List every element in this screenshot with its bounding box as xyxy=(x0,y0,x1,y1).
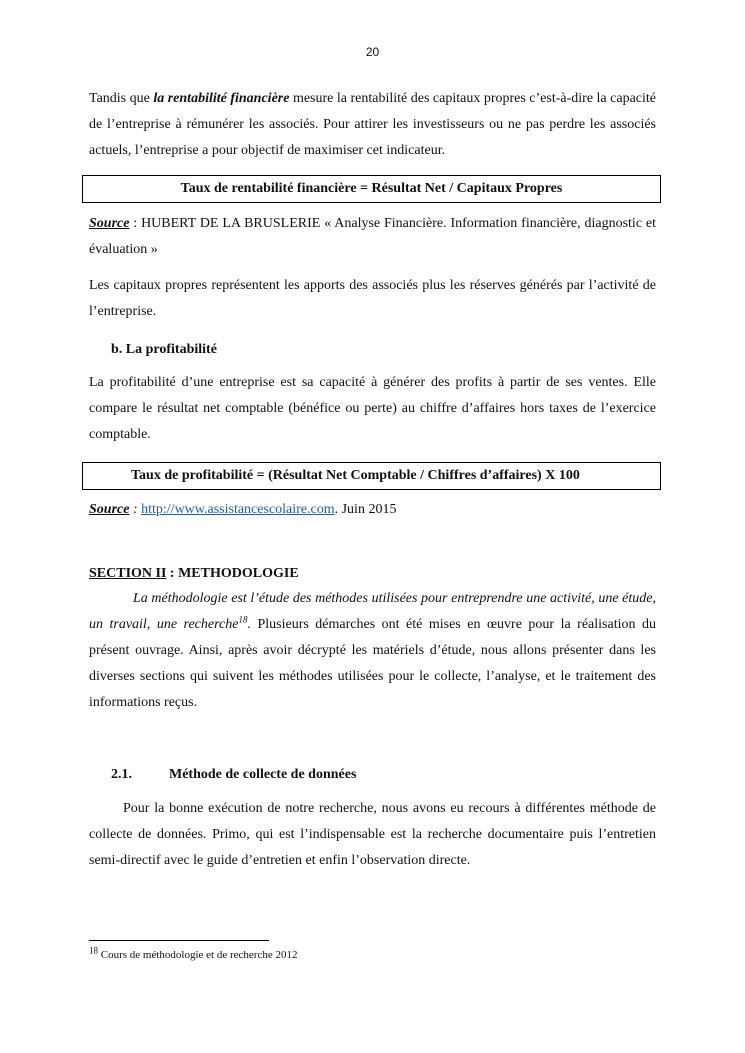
footnote-reference[interactable]: 18 xyxy=(238,614,248,625)
source-text: HUBERT DE LA BRUSLERIE « Analyse Financière. Information financière, diagnostic et évaluation » xyxy=(89,216,656,257)
paragraph-profitabilite: La profitabilité d’une entreprise est sa capacité à générer des profits à partir de ses ventes. Elle compare le résultat net comptable (bénéfice ou perte) au chiffre d’affaires hors taxes de l’exercice comptable. xyxy=(89,375,656,442)
paragraph-intro: Tandis que xyxy=(89,91,154,106)
source-separator: : xyxy=(129,216,142,231)
source-separator: : xyxy=(129,502,142,517)
paragraph-methodologie xyxy=(89,586,656,716)
footnote-divider xyxy=(89,940,269,941)
footnote-number: 18 xyxy=(89,945,98,956)
definition-end: . xyxy=(247,617,251,632)
subsection-number: 2.1. xyxy=(111,767,132,782)
section-label: SECTION II xyxy=(89,566,167,581)
source-link[interactable]: http://www.assistancescolaire.com xyxy=(141,502,335,517)
source-label: Source xyxy=(89,216,130,231)
source-citation-1 xyxy=(89,211,656,263)
paragraph-rest: Plusieurs démarches ont été mises en œuvre pour la réalisation du présent ouvrage. Ainsi, après avoir décrypté les matériels d’étude, nous allons présenter dans les diverses sections qui suivent les méthodes utilisées pour le collecte, l’analyse, et le traitement des informations reçus. xyxy=(89,617,656,710)
section-name: : METHODOLOGIE xyxy=(166,566,299,581)
footnote-text: Cours de méthodologie et de recherche 2012 xyxy=(98,949,298,961)
source-date: . Juin 2015 xyxy=(334,502,397,517)
term-rentabilite-financiere: la rentabilité financière xyxy=(153,91,290,106)
footnote xyxy=(89,947,297,963)
page-number: 20 xyxy=(365,45,380,59)
paragraph-rentabilite-financiere xyxy=(89,86,656,164)
formula-rentabilite-box: Taux de rentabilité financière = Résultat Net / Capitaux Propres xyxy=(82,175,661,203)
source-citation-2 xyxy=(89,497,656,523)
formula-profitabilite-box: Taux de profitabilité = (Résultat Net Comptable / Chiffres d’affaires) X 100 xyxy=(82,462,661,490)
paragraph-rest: mesure la rentabilité des capitaux propres c’est-à-dire la capacité de l’entreprise à rémunérer les associés. Pour attirer les investisseurs ou ne pas perdre les associés actuels, l’entreprise a pour objectif de maximiser cet indicateur. xyxy=(89,91,656,158)
definition-text: La méthodologie est l’étude des méthodes utilisées pour entreprendre une activité, une étude, un travail, une recherche xyxy=(89,591,656,632)
paragraph-collecte: Pour la bonne exécution de notre recherche, nous avons eu recours à différentes méthode de collecte de données. Primo, qui est l’indispensable est la recherche documentaire puis l’entretien semi-directif avec le guide d’entretien et enfin l’observation directe. xyxy=(89,801,656,868)
subsection-title: Méthode de collecte de données xyxy=(169,767,357,782)
section-title xyxy=(89,564,299,584)
paragraph-capitaux-propres: Les capitaux propres représentent les apports des associés plus les réserves générés par l’activité de l’entreprise. xyxy=(89,278,656,319)
source-label: Source xyxy=(89,502,130,517)
heading-profitabilite: b. La profitabilité xyxy=(111,342,217,357)
